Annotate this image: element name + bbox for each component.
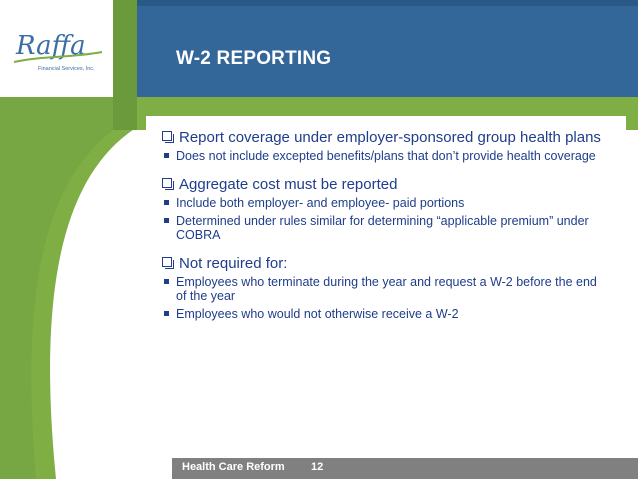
sub-bullet-text: Include both employer- and employee- paid portions [176,196,465,210]
sub-bullet-text: Employees who would not otherwise receive a W-2 [176,307,459,321]
slide-title: W-2 REPORTING [176,48,332,69]
square-bullet-icon [164,153,169,158]
sub-bullet-text: Does not include excepted benefits/plans that don’t provide health coverage [176,149,596,163]
checkbox-bullet-icon [162,131,172,141]
footer-label: Health Care Reform [182,461,285,473]
bullet-text: Report coverage under employer-sponsored group health plans [179,129,601,146]
sub-bullet-item [162,149,607,163]
bullet-text: Not required for: [179,255,288,272]
bullet-group [162,176,607,242]
sub-bullet-item [162,275,607,303]
sub-bullet-item [162,196,607,210]
square-bullet-icon [164,311,169,316]
footer-bar [172,458,638,479]
bullet-group [162,129,607,163]
sub-bullet-item [162,214,607,242]
bullet-group [162,255,607,321]
sub-bullet-text: Determined under rules similar for determining “applicable premium” under COBRA [176,214,589,242]
green-band [113,0,137,130]
decorative-green-curve [0,97,156,479]
bullet-item [162,129,607,146]
square-bullet-icon [164,218,169,223]
square-bullet-icon [164,279,169,284]
bullet-text: Aggregate cost must be reported [179,176,398,193]
svg-text:Raffa: Raffa [16,31,86,61]
content-panel [146,116,626,456]
checkbox-bullet-icon [162,178,172,188]
svg-text:Financial Services, Inc.: Financial Services, Inc. [38,66,95,72]
bullet-item [162,176,607,193]
raffa-logo [10,22,105,78]
sub-bullet-text: Employees who terminate during the year and request a W-2 before the end of the year [176,275,597,303]
checkbox-bullet-icon [162,257,172,267]
bullet-list [162,129,607,334]
sub-bullet-item [162,307,607,321]
square-bullet-icon [164,200,169,205]
bullet-item [162,255,607,272]
page-number: 12 [311,461,324,473]
